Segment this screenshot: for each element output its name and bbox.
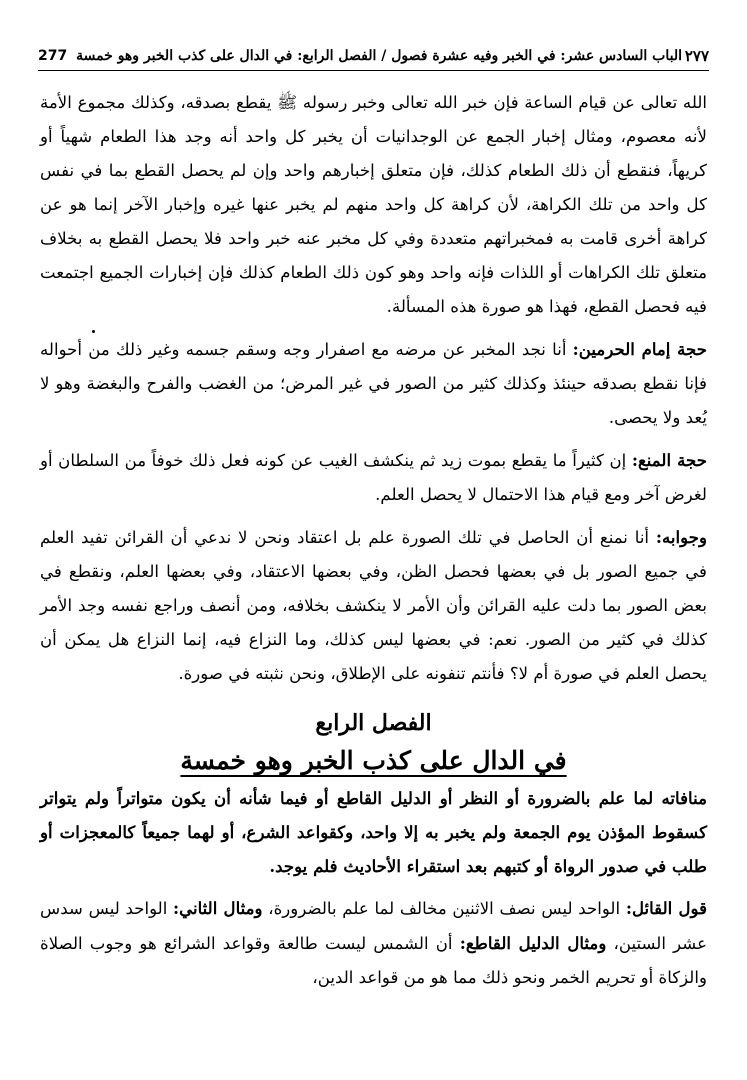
paragraph-objection	[40, 443, 707, 512]
text-decisive-proof: أن الشمس ليست طالعة وقواعد الشرائع هو وجوب الصلاة والزكاة أو تحريم الخمر ونحو ذلك مما هو من قواعد الدين،	[40, 934, 707, 987]
page-body	[40, 86, 707, 995]
section-heading	[40, 705, 707, 781]
running-title	[70, 48, 682, 64]
label-objection: حجة المنع:	[631, 450, 707, 470]
text-speaker: الواحد ليس نصف الاثنين مخالف لما علم بالضرورة،	[262, 899, 626, 918]
paragraph-imam-argument	[40, 332, 707, 435]
label-imam-argument: حجة إمام الحرمين:	[572, 339, 708, 359]
paragraph-answer	[40, 520, 707, 691]
page-number-latin: 277	[38, 48, 68, 64]
running-header	[38, 42, 709, 71]
label-speaker: قول القائل:	[625, 898, 708, 918]
page-number-arabic: ٢٧٧	[684, 47, 709, 65]
label-answer: وجوابه:	[655, 527, 707, 547]
section-matn: منافاته لما علم بالضرورة أو النظر أو الدليل القاطع أو فيما شأنه أن يكون متواتراً ولم يتواتر كسقوط المؤذن يوم الجمعة ولم يخبر به إلا واحد، وكقواعد الشرع، أو لهما جميعاً كالمعجزات أو طلب في صدور الرواة أو كتبهم بعد استقراء الأحاديث فلم يوجد.	[40, 788, 707, 876]
paragraph-intro: الله تعالى عن قيام الساعة فإن خبر الله تعالى وخبر رسوله ﷺ يقطع بصدقه، وكذلك مجموع الأمة لأنه معصوم، ومثال إخبار الجمع عن الوجدانيات أن يخبر كل واحد أنه وجد هذا الطعام شهياً أو كريهاً، فنقطع أن ذلك الطعام كذلك، فإن متعلق إخبارهم واحد وإن لم يحصل القطع بما في نفس كل واحد من تلك الكراهة، لأن كراهة كل واحد منهم لم يخبر عنها غيره وإخبار الآخر إنما هو عن كراهة أخرى قامت به فمخبراتهم متعددة وفي كل مخبر عنه خبر واحد فلا يحصل القطع به بخلاف متعلق تلك الكراهات أو اللذات فإنه واحد وهو كون ذلك الطعام كذلك فإن إخبارات الجميع اجتمعت فيه فحصل القطع، فهذا هو صورة هذه المسألة.	[40, 93, 707, 316]
scan-speck	[92, 330, 95, 333]
text-imam-argument: أنا نجد المخبر عن مرضه مع اصفرار وجه وسقم جسمه وغير ذلك من أحواله فإنا نقطع بصدقه حينئذ وكذلك كثير من الصور في غير المرض؛ من الغضب والفرح والبغضة وهو لا يُعد ولا يحصى.	[40, 340, 707, 427]
text-objection: إن كثيراً ما يقطع بموت زيد ثم ينكشف الغيب عن كونه فعل ذلك خوفاً من السلطان أو لغرض آخر ومع قيام هذا الاحتمال لا يحصل العلم.	[40, 451, 707, 504]
label-decisive-proof: ومثال الدليل القاطع:	[459, 933, 607, 953]
chapter-title: الفصل الرابع	[315, 710, 432, 736]
running-title-text: الباب السادس عشر: في الخبر وفيه عشرة فصول / الفصل الرابع: في الدال على كذب الخبر وهو خمسة	[76, 48, 682, 64]
paragraph-commentary	[40, 891, 707, 995]
chapter-subtitle: في الدال على كذب الخبر وهو خمسة	[180, 746, 567, 775]
text-answer: أنا نمنع أن الحاصل في تلك الصورة علم بل اعتقاد ونحن لا ندعي أن القرائن تفيد العلم في جميع الصور بل في بعضها فحصل الظن، وفي بعضها الاعتقاد، وفي بعضها العلم، ونقطع في بعض الصور بما دلت عليه القرائن وأن الأمر لا ينكشف بخلافه، ومن أنصف وراجع نفسه وجد الأمر كذلك في كثير من الصور. نعم: في بعضها ليس كذلك، وما النزاع فيه، إنما النزاع هل يمكن أن يحصل العلم في صورة أم لا؟ فأنتم تنفونه على الإطلاق، ونحن نثبته في صورة.	[40, 528, 707, 683]
text-second-example: الواحد ليس سدس عشر الستين،	[40, 899, 707, 953]
label-second-example: ومثال الثاني:	[173, 898, 263, 918]
